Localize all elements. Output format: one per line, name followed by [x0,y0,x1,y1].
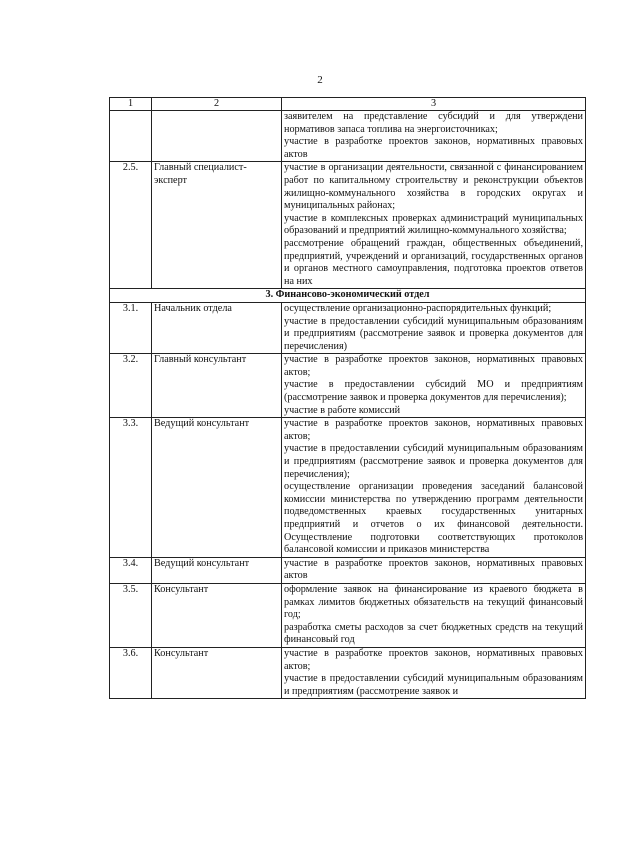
duty-item: участие в разработке проектов законов, нормативных правовых актов; [284,647,583,672]
row-number: 2.5. [110,162,152,289]
duties-cell [282,302,586,353]
duty-item: разработка сметы расходов за счет бюджетных средств на текущий финансовый год [284,621,583,646]
continuation-duties [282,111,586,162]
row-number: 3.1. [110,302,152,353]
duty-item: участие в разработке проектов законов, нормативных правовых актов [284,557,583,582]
duty-item: участие в предоставлении субсидий муниципальным образованиям и предприятиям (рассмотрение заявок и проверка документов для перечисления); [284,443,583,480]
page-number: 2 [317,74,323,86]
table-row [110,557,586,583]
position-title: Консультант [152,647,282,698]
position-title: Начальник отдела [152,302,282,353]
duty-item: участие в предоставлении субсидий муниципальным образованиям и предприятиям (рассмотрение заявок и проверка документов для перечисления) [284,315,583,352]
duty-item: осуществление организации проведения заседаний балансовой комиссии министерства по утверждению программ деятельности подведомственных краевых государственных унитарных предприятий и отчетов о их финансовой деятельности. Осуществление подготовки соответствующих протоколов балансовой комиссии и приказов министерства [284,481,583,556]
duty-item: участие в разработке проектов законов, нормативных правовых актов; [284,354,583,378]
duty-item: осуществление организационно-распорядительных функций; [284,302,552,314]
duties-cell [282,162,586,289]
table-row [110,302,586,353]
section-title: 3. Финансово-экономический отдел [110,289,586,303]
header-col-2: 2 [152,98,282,111]
table-header-row [110,98,586,111]
duty-item: участие в комплексных проверках администраций муниципальных образований и предприятий жилищно-коммунального хозяйства; [284,212,583,237]
row-number: 3.5. [110,583,152,647]
position-title: Главный консультант [152,354,282,418]
table-row [110,647,586,698]
duty-item: участие в организации деятельности, связанной с финансированием работ по капитальному строительству и реконструкции объектов жилищно-коммунального хозяйства в городских округах и муниципальных районах; [284,162,583,212]
duty-item: участие в разработке проектов законов, нормативных правовых актов; [284,418,583,442]
row-number: 3.6. [110,647,152,698]
duty-item: участие в предоставлении субсидий МО и предприятиям (рассмотрение заявок и проверка документов для перечисления); [284,379,583,404]
duty-item: заявителем на представление субсидий и для утверждени нормативов запаса топлива на энергоисточниках; [284,111,583,135]
position-title: Ведущий консультант [152,418,282,558]
duties-cell [282,418,586,558]
duty-item: участие в разработке проектов законов, нормативных правовых актов [284,136,583,160]
table-row [110,111,586,162]
header-col-1: 1 [110,98,152,111]
position-title: Консультант [152,583,282,647]
position-title: Главный специалист-эксперт [152,162,282,289]
row-number: 3.2. [110,354,152,418]
header-col-3: 3 [282,98,586,111]
section-heading-row [110,289,586,303]
duties-cell [282,557,586,583]
duties-cell [282,354,586,418]
row-number: 3.3. [110,418,152,558]
duty-item: рассмотрение обращений граждан, общественных объединений, предприятий, учреждений и организаций, государственных органов и органов местного самоуправления, подготовка проектов ответов на них [284,237,583,287]
position-title: Ведущий консультант [152,557,282,583]
duty-item: участие в предоставлении субсидий муниципальным образованиям и предприятиям (рассмотрение заявок и [284,673,583,697]
duty-item: участие в работе комиссий [284,404,401,416]
row-number: 3.4. [110,557,152,583]
duty-item: оформление заявок на финансирование из краевого бюджета в рамках лимитов бюджетных обязательств на текущий финансовый год; [284,583,583,621]
duties-cell [282,647,586,698]
table-row [110,583,586,647]
table-row [110,354,586,418]
table-row [110,162,586,289]
duties-table [109,97,586,699]
table-row [110,418,586,558]
duties-cell [282,583,586,647]
